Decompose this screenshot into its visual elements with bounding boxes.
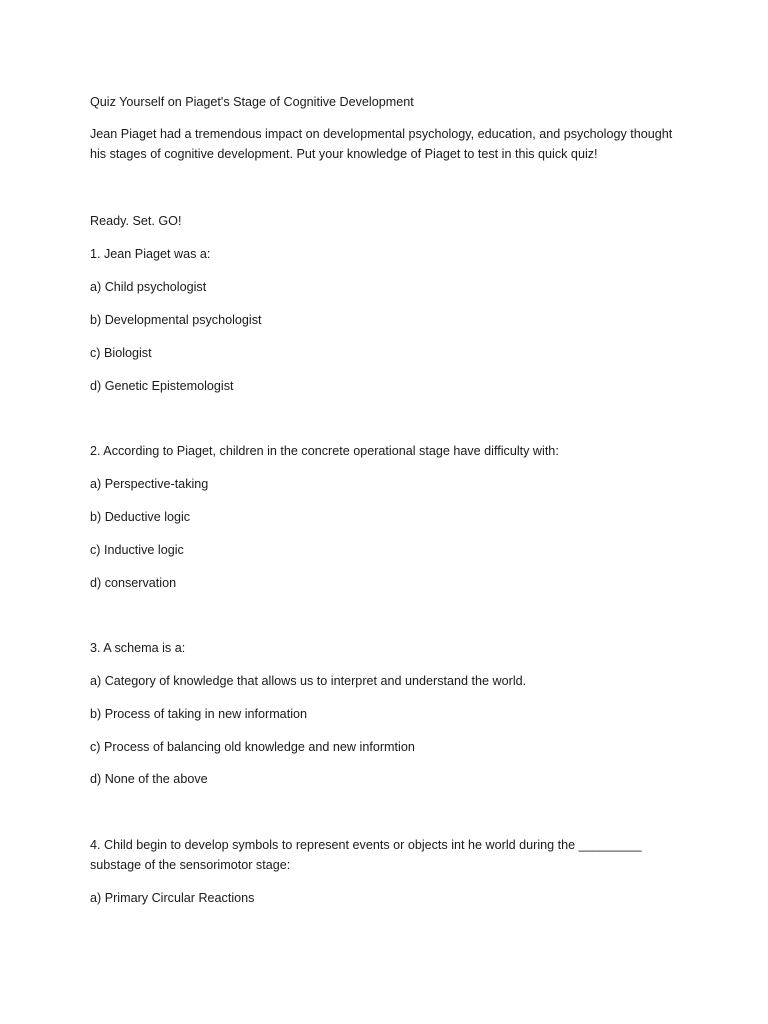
question-1-option-a: a) Child psychologist — [90, 280, 207, 294]
question-2-option-c: c) Inductive logic — [90, 543, 184, 557]
question-2-option-d: d) conservation — [90, 576, 177, 590]
question-3-option-b: b) Process of taking in new information — [90, 707, 307, 721]
question-2-prompt: 2. According to Piaget, children in the concrete operational stage have difficulty with: — [90, 444, 559, 458]
question-3-option-c: c) Process of balancing old knowledge and new informtion — [90, 740, 415, 754]
question-2-option-b: b) Deductive logic — [90, 510, 191, 524]
question-4-prompt: 4. Child begin to develop symbols to represent events or objects int he world during the _________ substage of the sensorimotor stage: — [90, 838, 642, 872]
question-1-option-b: b) Developmental psychologist — [90, 313, 262, 327]
document-title: Quiz Yourself on Piaget's Stage of Cognitive Development — [90, 95, 414, 109]
question-2-option-a: a) Perspective-taking — [90, 477, 209, 491]
question-3-option-a: a) Category of knowledge that allows us to interpret and understand the world. — [90, 674, 527, 688]
question-1-option-c: c) Biologist — [90, 346, 152, 360]
intro-paragraph: Jean Piaget had a tremendous impact on developmental psychology, education, and psychology thought his stages of cognitive development. Put your knowledge of Piaget to test in this quick quiz! — [90, 127, 673, 161]
question-3-prompt: 3. A schema is a: — [90, 641, 186, 655]
ready-line: Ready. Set. GO! — [90, 214, 182, 228]
question-1-option-d: d) Genetic Epistemologist — [90, 379, 234, 393]
question-3-option-d: d) None of the above — [90, 772, 208, 786]
question-4-option-a: a) Primary Circular Reactions — [90, 891, 255, 905]
question-1-prompt: 1. Jean Piaget was a: — [90, 247, 211, 261]
